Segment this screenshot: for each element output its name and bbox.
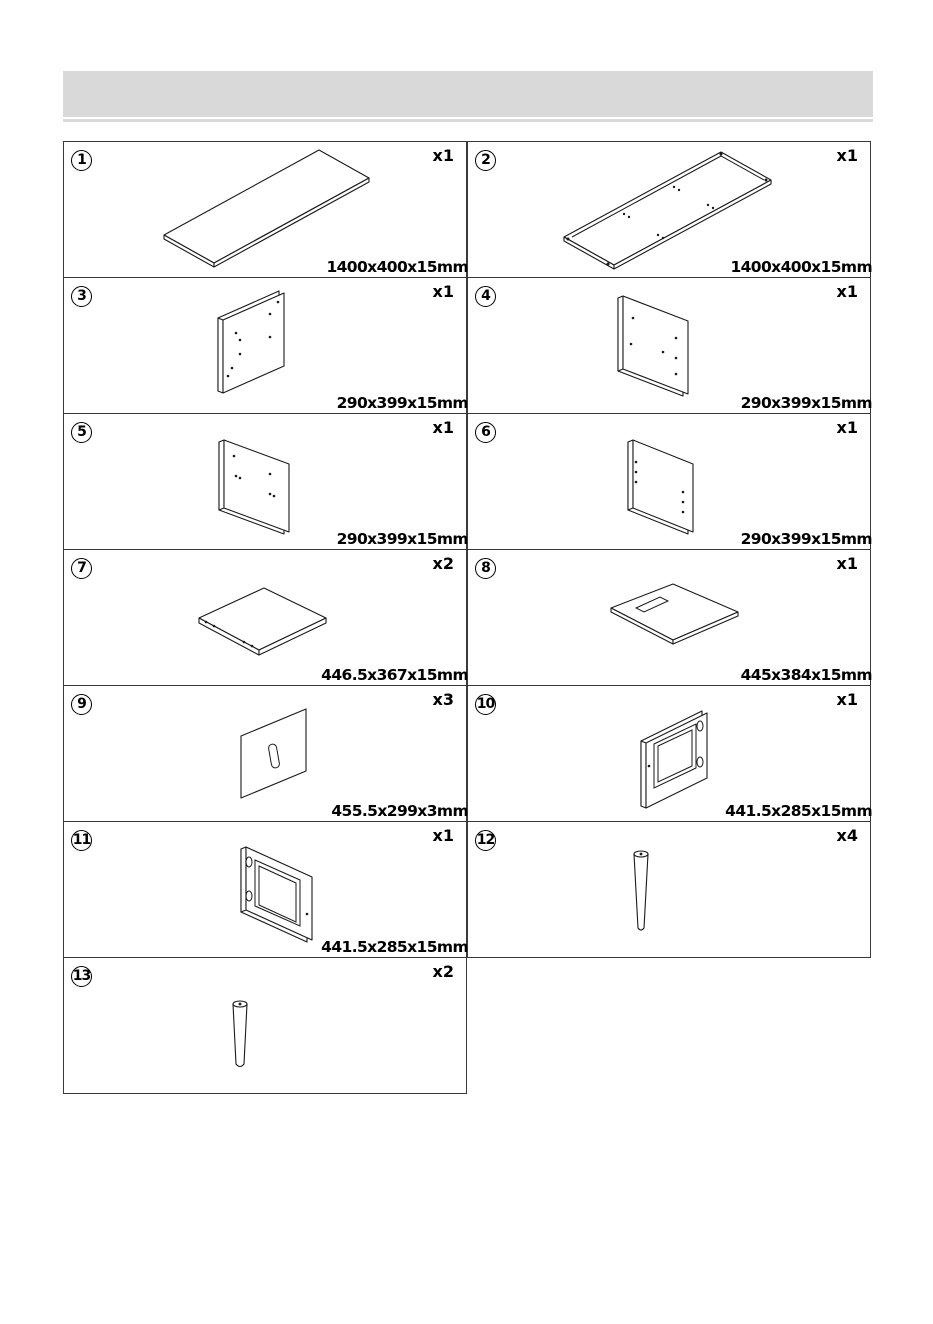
header-band — [63, 71, 873, 117]
part-dimensions: 290x399x15mm — [740, 530, 872, 548]
part-number: 11 — [71, 830, 92, 851]
header-rule — [63, 119, 873, 122]
part-quantity: x1 — [836, 146, 858, 165]
part-quantity: x1 — [432, 282, 454, 301]
part-cell — [63, 277, 467, 414]
part-dimensions: 290x399x15mm — [336, 530, 468, 548]
part-dimensions: 290x399x15mm — [740, 394, 872, 412]
part-cell — [467, 821, 871, 958]
part-cell — [63, 821, 467, 958]
part-dimensions: 1400x400x15mm — [326, 258, 468, 276]
leg-icon — [468, 822, 872, 959]
part-quantity: x1 — [836, 282, 858, 301]
part-dimensions: 441.5x285x15mm — [725, 802, 872, 820]
part-cell — [63, 413, 467, 550]
part-quantity: x1 — [836, 418, 858, 437]
part-cell — [63, 549, 467, 686]
part-number: 4 — [475, 286, 496, 307]
part-dimensions: 290x399x15mm — [336, 394, 468, 412]
part-number: 6 — [475, 422, 496, 443]
part-quantity: x1 — [432, 418, 454, 437]
part-number: 8 — [475, 558, 496, 579]
part-dimensions: 455.5x299x3mm — [331, 802, 468, 820]
part-number: 12 — [475, 830, 496, 851]
part-quantity: x1 — [836, 554, 858, 573]
parts-grid — [63, 141, 870, 1093]
part-quantity: x1 — [432, 826, 454, 845]
part-cell — [63, 141, 467, 278]
part-cell — [63, 957, 467, 1094]
part-number: 5 — [71, 422, 92, 443]
part-number: 1 — [71, 150, 92, 171]
part-cell — [467, 685, 871, 822]
part-quantity: x2 — [432, 962, 454, 981]
part-cell — [467, 277, 871, 414]
part-quantity: x4 — [836, 826, 858, 845]
part-cell — [467, 413, 871, 550]
part-quantity: x2 — [432, 554, 454, 573]
part-cell — [467, 549, 871, 686]
part-quantity: x3 — [432, 690, 454, 709]
part-dimensions: 441.5x285x15mm — [321, 938, 468, 956]
part-number: 7 — [71, 558, 92, 579]
part-dimensions: 445x384x15mm — [740, 666, 872, 684]
part-dimensions: 446.5x367x15mm — [321, 666, 468, 684]
part-number: 10 — [475, 694, 496, 715]
part-number: 3 — [71, 286, 92, 307]
part-cell — [63, 685, 467, 822]
part-number: 13 — [71, 966, 92, 987]
part-quantity: x1 — [432, 146, 454, 165]
part-dimensions: 1400x400x15mm — [730, 258, 872, 276]
part-quantity: x1 — [836, 690, 858, 709]
leg-icon — [64, 958, 468, 1095]
part-cell — [467, 141, 871, 278]
part-number: 2 — [475, 150, 496, 171]
part-number: 9 — [71, 694, 92, 715]
